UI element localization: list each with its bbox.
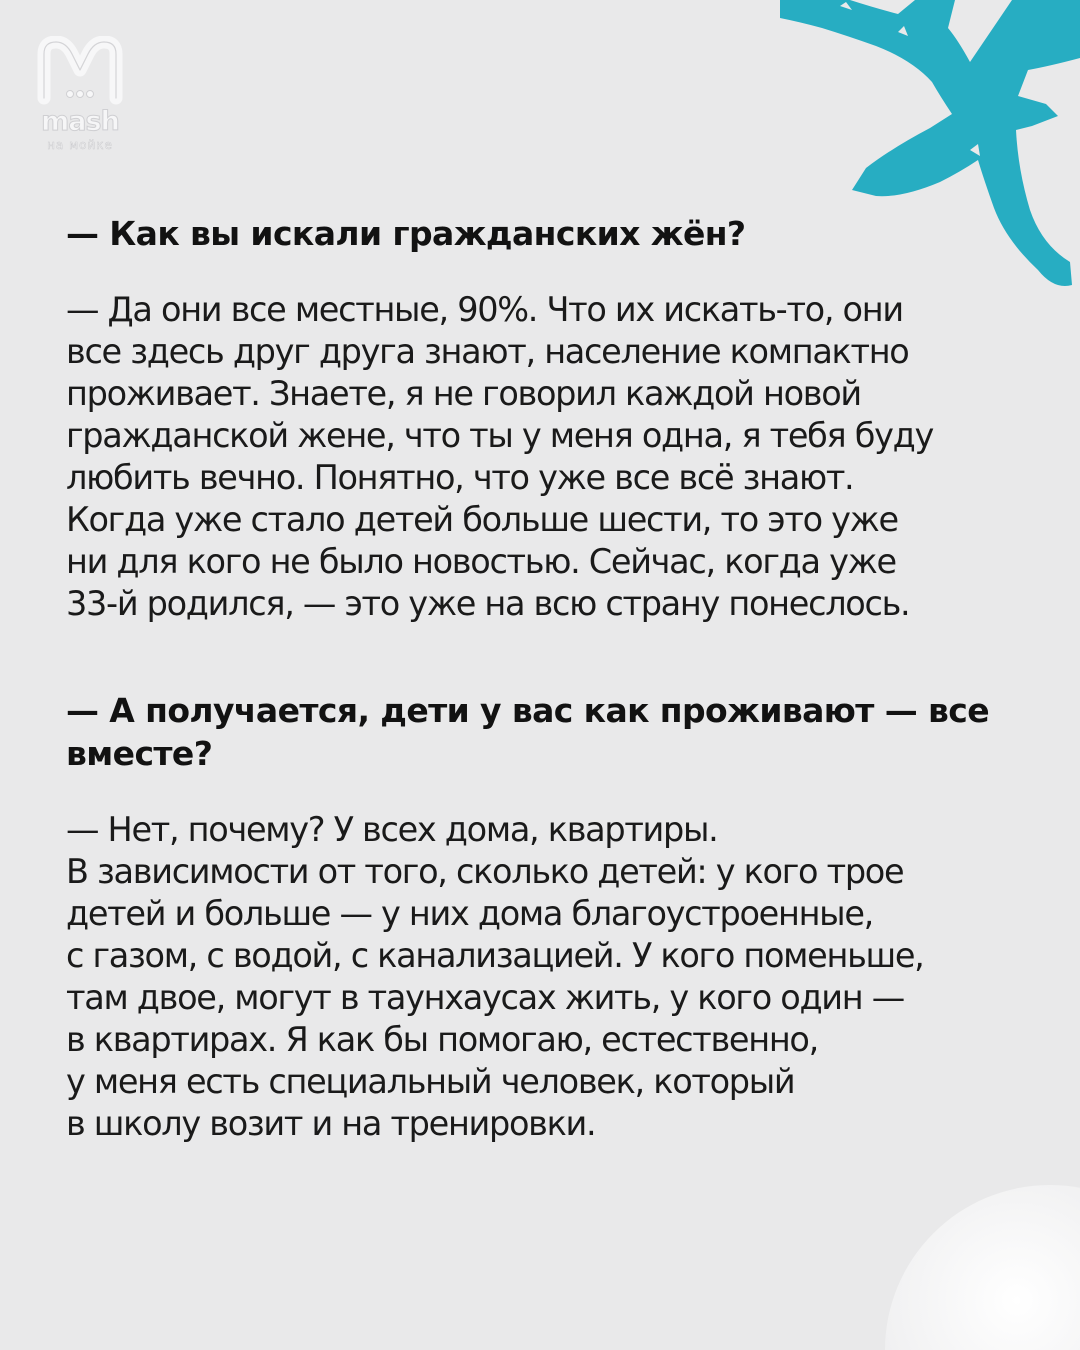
answer-1-line: все здесь друг друга знают, население компактно: [66, 332, 909, 371]
answer-2-line: в квартирах. Я как бы помогаю, естественно,: [66, 1020, 818, 1059]
question-2-line: вместе?: [66, 734, 213, 773]
answer-1-line: любить вечно. Понятно, что уже все всё знают.: [66, 458, 854, 497]
logo-subtitle: на мойке: [47, 138, 113, 152]
question-1-line: — Как вы искали гражданских жён?: [66, 214, 746, 253]
answer-1-line: — Да они все местные, 90%. Что их искать-то, они: [66, 290, 903, 329]
question-1: [66, 212, 1006, 255]
answer-2-line: у меня есть специальный человек, который: [66, 1062, 795, 1101]
answer-1-line: проживает. Знаете, я не говорил каждой новой: [66, 374, 861, 413]
answer-2-line: в школу возит и на тренировки.: [66, 1104, 596, 1143]
decorative-circle: [885, 1185, 1080, 1350]
logo-wordmark: mash: [41, 106, 119, 137]
answer-1-line: Когда уже стало детей больше шести, то это уже: [66, 500, 898, 539]
answer-1-line: гражданской жене, что ты у меня одна, я тебя буду: [66, 416, 934, 455]
question-2: [66, 689, 1006, 775]
answer-1: [66, 289, 1006, 625]
answer-2: [66, 809, 1006, 1145]
interview-text: [66, 212, 1006, 1145]
answer-2-line: там двое, могут в таунхаусах жить, у кого один —: [66, 978, 904, 1017]
answer-2-line: детей и больше — у них дома благоустроенные,: [66, 894, 873, 933]
answer-2-line: В зависимости от того, сколько детей: у кого трое: [66, 852, 904, 891]
question-2-line: — А получается, дети у вас как проживают — все: [66, 691, 990, 730]
mash-logo: [34, 36, 126, 156]
answer-1-line: 33-й родился, — это уже на всю страну понеслось.: [66, 584, 910, 623]
logo-m-icon: [34, 36, 126, 106]
answer-1-line: ни для кого не было новостью. Сейчас, когда уже: [66, 542, 896, 581]
answer-2-line: — Нет, почему? У всех дома, квартиры.: [66, 810, 718, 849]
answer-2-line: с газом, с водой, с канализацией. У кого поменьше,: [66, 936, 924, 975]
